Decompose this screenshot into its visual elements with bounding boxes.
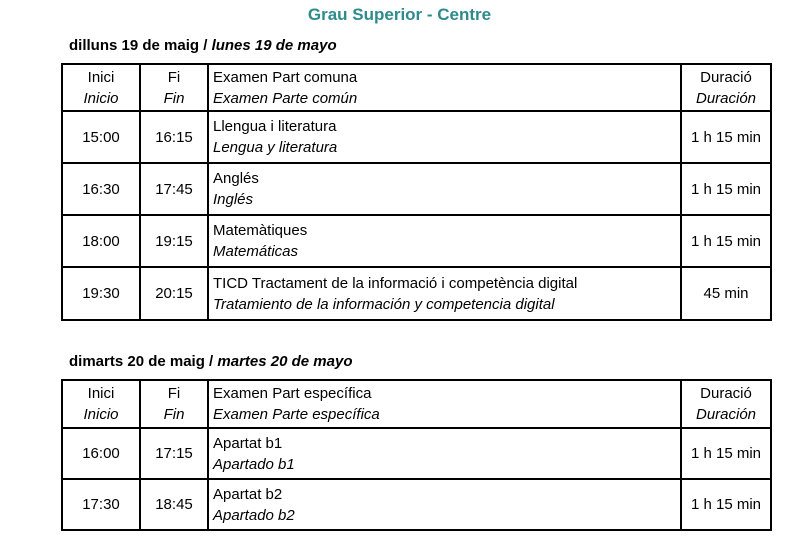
header-end-es: Fin: [163, 406, 185, 423]
header-start: [62, 64, 140, 111]
exam-name-es: Apartado b1: [213, 455, 295, 473]
start-time: 16:30: [62, 163, 140, 215]
exam-name-es: Apartado b2: [213, 506, 295, 524]
header-duration: [681, 64, 771, 111]
day-heading-es: lunes 19 de mayo: [211, 37, 337, 54]
header-start-ca: Inici: [87, 68, 115, 86]
header-end-ca: Fi: [167, 385, 181, 402]
table-row: [62, 163, 771, 215]
exam-name-es: Inglés: [213, 191, 254, 208]
header-exam-ca: Examen Part específica: [213, 385, 372, 402]
exam-name-ca: Anglés: [213, 170, 259, 187]
header-exam-ca: Examen Part comuna: [213, 68, 358, 86]
exam-name: [208, 215, 681, 267]
header-exam: [208, 64, 681, 111]
header-exam-es: Examen Parte específica: [213, 406, 380, 423]
exam-name: [208, 163, 681, 215]
end-time: 17:45: [140, 163, 208, 215]
header-end: [140, 64, 208, 111]
day-heading-separator: /: [199, 37, 212, 54]
exam-name-ca: Matemàtiques: [213, 222, 308, 239]
duration: 1 h 15 min: [681, 111, 771, 163]
start-time: 15:00: [62, 111, 140, 163]
table-row: [62, 267, 771, 320]
header-end-ca: Fi: [167, 68, 181, 86]
header-end: [140, 380, 208, 428]
header-duration-es: Duración: [695, 406, 757, 423]
exam-name-es: Lengua y literatura: [213, 139, 338, 156]
duration: 1 h 15 min: [681, 428, 771, 479]
end-time: 18:45: [140, 479, 208, 530]
day-heading-separator: /: [204, 353, 218, 370]
header-start-es: Inicio: [83, 89, 119, 107]
exam-name-ca: Apartat b1: [213, 434, 283, 452]
header-exam-es: Examen Parte común: [213, 89, 358, 107]
duration: 1 h 15 min: [681, 215, 771, 267]
schedule-table-monday: [61, 63, 772, 321]
exam-name: [208, 267, 681, 320]
header-end-es: Fin: [163, 89, 185, 107]
exam-name: [208, 479, 681, 530]
exam-name: [208, 428, 681, 479]
exam-name-es: Tratamiento de la información y competencia digital: [213, 295, 555, 313]
exam-name: [208, 111, 681, 163]
header-start: [62, 380, 140, 428]
exam-name-ca: Llengua i literatura: [213, 118, 337, 135]
day-heading-tuesday: [69, 353, 352, 370]
day-heading-ca: dilluns 19 de maig: [69, 37, 200, 54]
start-time: 19:30: [62, 267, 140, 320]
header-duration-ca: Duració: [700, 68, 752, 86]
exam-name-ca: TICD Tractament de la informació i competència digital: [213, 274, 578, 292]
header-start-es: Inicio: [83, 406, 119, 423]
header-duration-ca: Duració: [700, 385, 752, 402]
header-duration: [681, 380, 771, 428]
table-row: [62, 479, 771, 530]
table-header-row: [62, 380, 771, 428]
day-heading-es: martes 20 de mayo: [217, 353, 353, 370]
start-time: 17:30: [62, 479, 140, 530]
end-time: 17:15: [140, 428, 208, 479]
exam-name-es: Matemáticas: [213, 243, 299, 260]
table-row: [62, 428, 771, 479]
day-heading-ca: dimarts 20 de maig: [69, 353, 205, 370]
end-time: 16:15: [140, 111, 208, 163]
duration: 1 h 15 min: [681, 479, 771, 530]
start-time: 18:00: [62, 215, 140, 267]
table-header-row: [62, 64, 771, 111]
page-title: Grau Superior - Centre: [307, 5, 492, 24]
exam-name-ca: Apartat b2: [213, 485, 283, 503]
end-time: 20:15: [140, 267, 208, 320]
duration: 45 min: [681, 267, 771, 320]
header-duration-es: Duración: [695, 89, 757, 107]
start-time: 16:00: [62, 428, 140, 479]
table-row: [62, 111, 771, 163]
header-start-ca: Inici: [87, 385, 115, 402]
duration: 1 h 15 min: [681, 163, 771, 215]
day-heading-monday: [69, 37, 337, 54]
header-exam: [208, 380, 681, 428]
end-time: 19:15: [140, 215, 208, 267]
schedule-table-tuesday: [61, 379, 772, 531]
table-row: [62, 215, 771, 267]
